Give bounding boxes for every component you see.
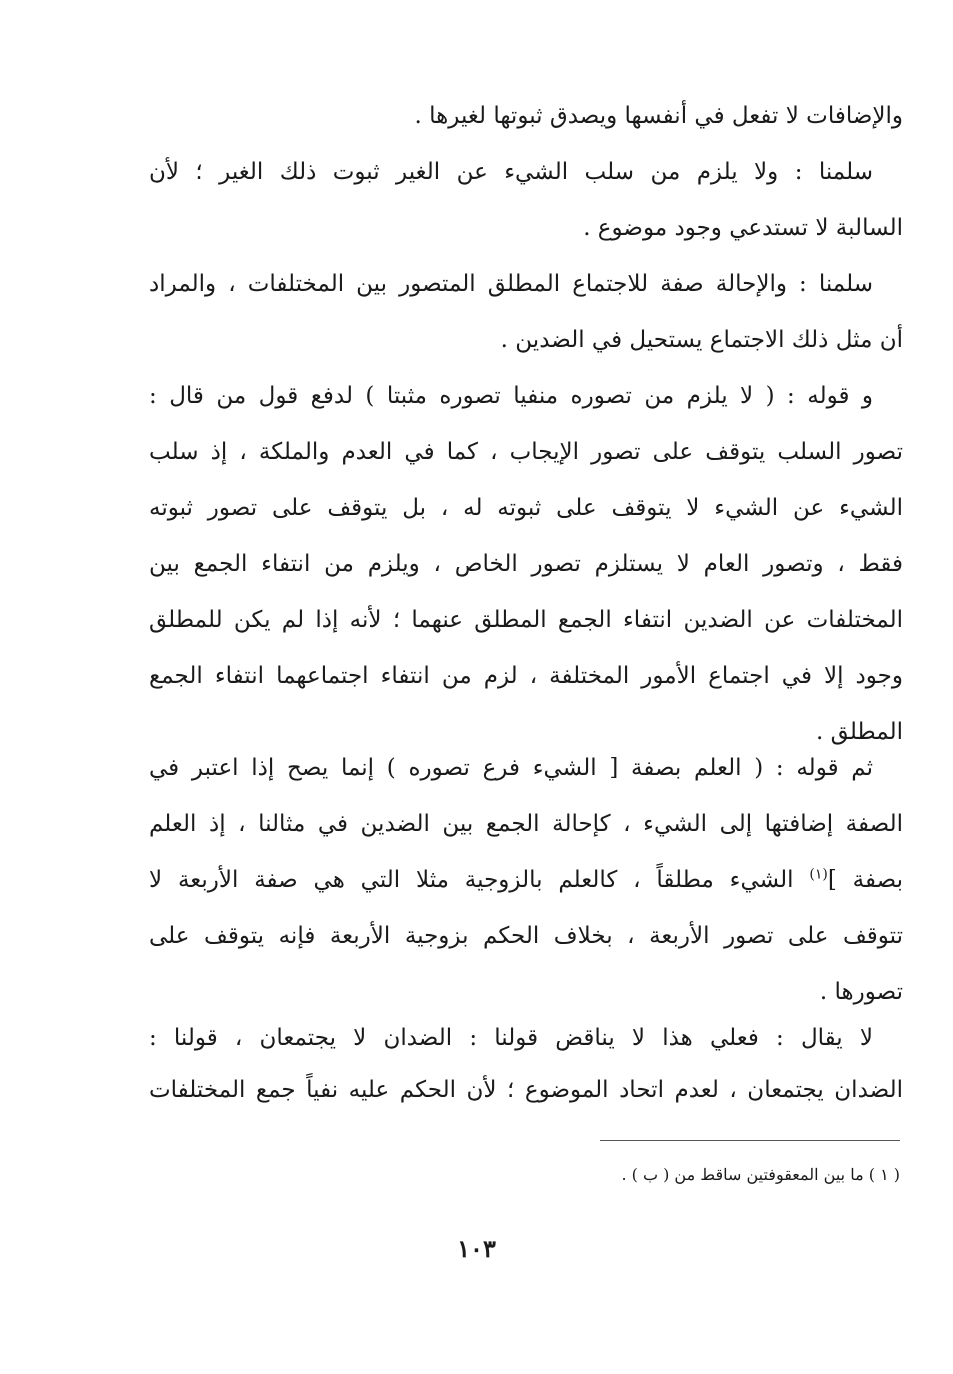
body-line-14: الصفة إضافتها إلى الشيء ، كإحالة الجمع بين الضدين في مثالنا ، إذ العلم [149,811,903,837]
body-line-2: سلمنا : ولا يلزم من سلب الشيء عن الغير ثبوت ذلك الغير ؛ لأن [149,159,873,185]
body-line-9: فقط ، وتصور العام لا يستلزم تصور الخاص ، ويلزم من انتفاء الجمع بين [149,551,903,577]
body-line-5: أن مثل ذلك الاجتماع يستحيل في الضدين . [500,327,903,353]
footnote-separator [600,1140,900,1141]
footnote-marker: (١) [809,866,828,883]
body-line-1: والإضافات لا تفعل في أنفسها ويصدق ثبوتها لغيرها . [414,103,903,129]
page-number: ١٠٣ [457,1234,496,1263]
body-line-19: الضدان يجتمعان ، لعدم اتحاد الموضوع ؛ لأن الحكم عليه نفياً جمع المختلفات [149,1077,903,1103]
body-line-17: تصورها . [819,979,903,1005]
body-line-4: سلمنا : والإحالة صفة للاجتماع المطلق المتصور بين المختلفات ، والمراد [149,271,873,297]
body-line-6: و قوله : ( لا يلزم من تصوره منفيا تصوره مثبتا ) لدفع قول من قال : [149,383,873,409]
body-line-15-text: الشيء مطلقاً ، كالعلم بالزوجية مثلا التي هي صفة الأربعة لا [149,867,794,893]
body-line-18: لا يقال : فعلي هذا لا يناقض قولنا : الضدان لا يجتمعان ، قولنا : [149,1025,873,1051]
body-line-16: تتوقف على تصور الأربعة ، بخلاف الحكم بزوجية الأربعة فإنه يتوقف على [149,923,903,949]
body-line-8: الشيء عن الشيء لا يتوقف على ثبوته له ، بل يتوقف على تصور ثبوته [149,495,903,521]
body-line-15 [149,852,903,908]
body-line-3: السالبة لا تستدعي وجود موضوع . [583,215,903,241]
body-line-10: المختلفات عن الضدين انتفاء الجمع المطلق عنهما ؛ لأنه إذا لم يكن للمطلق [149,607,903,633]
body-line-13: ثم قوله : ( العلم بصفة [ الشيء فرع تصوره ) إنما يصح إذا اعتبر في [149,755,873,781]
body-line-12: المطلق . [816,719,903,745]
body-line-7: تصور السلب يتوقف على تصور الإيجاب ، كما في العدم والملكة ، إذ سلب [149,439,903,465]
footnote: ( ١ ) ما بين المعقوفتين ساقط من ( ب ) . [621,1165,900,1184]
bracket-prefix: بصفة ] [827,867,903,893]
body-line-11: وجود إلا في اجتماع الأمور المختلفة ، لزم من انتفاء اجتماعهما انتفاء الجمع [149,663,903,689]
